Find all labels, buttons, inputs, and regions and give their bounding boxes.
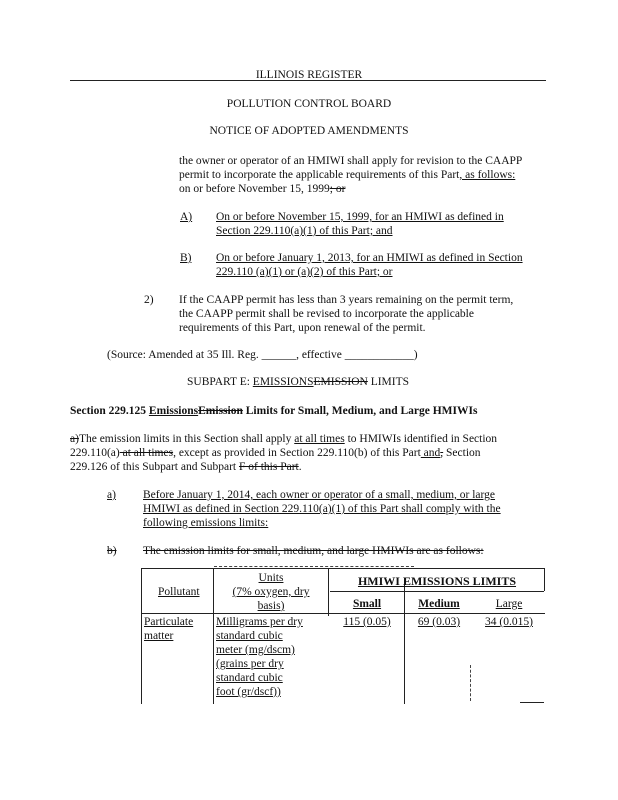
para-line-2 [70, 446, 481, 461]
para-line-2-deletion: at all times [119, 447, 174, 459]
para-line-2-insertion: and [420, 447, 441, 459]
subsection-a-label: a) [107, 489, 116, 501]
notice-title: NOTICE OF ADOPTED AMENDMENTS [209, 125, 409, 137]
para-line-3-text: 229.126 of this Subpart and Subpart [70, 461, 239, 473]
para-line-3-deletion: F of this Part [238, 461, 299, 473]
subpart-prefix: SUBPART E: [187, 376, 253, 388]
register-title [0, 68, 618, 83]
source-note: (Source: Amended at 35 Ill. Reg. ______, effective ____________) [107, 349, 418, 361]
register-title-text: ILLINOIS REGISTER [255, 69, 363, 81]
para-line-1-end: to HMIWIs identified in Section [344, 433, 498, 445]
item-b-line-2: 229.110 (a)(1) or (a)(2) of this Part; or [216, 266, 393, 278]
table-header-pollutant: Pollutant [158, 586, 200, 598]
table-col-divider-2 [328, 568, 329, 616]
item-b-label: B) [180, 252, 192, 264]
section-suffix: Limits for Small, Medium, and Large HMIWIs [242, 405, 478, 417]
subsection-a-line-2: HMIWI as defined in Section 229.110(a)(1) of this Part shall comply with the [143, 503, 501, 515]
para-line-2-end: Section [443, 447, 481, 459]
table-left-border [141, 568, 142, 704]
row-pollutant-1: Particulate [144, 616, 194, 628]
row-units-6: foot (gr/dscf)) [216, 686, 281, 698]
row-small-value: 115 (0.05) [343, 616, 391, 628]
para-line-1-text: The emission limits in this Section shall apply [78, 433, 295, 445]
intro-line-1: the owner or operator of an HMIWI shall apply for revision to the CAAPP [179, 155, 523, 167]
table-header-rule [141, 613, 545, 614]
subpart-heading [187, 375, 409, 390]
table-header-small: Small [352, 598, 382, 610]
row-large-value: 34 (0.015) [485, 616, 533, 628]
board-title: POLLUTION CONTROL BOARD [226, 98, 392, 110]
item-a-line-1: On or before November 15, 1999, for an HMIWI as defined in [216, 211, 504, 223]
item-b-line-1: On or before January 1, 2013, for an HMIWI as defined in Section [216, 252, 523, 264]
table-header-medium: Medium [418, 598, 460, 610]
para-line-3-end: . [298, 461, 302, 473]
section-heading [70, 404, 477, 419]
para-line-2-start: 229.110(a) [70, 447, 120, 459]
table-top-border [141, 568, 545, 569]
para-line-2-text: , except as provided in Section 229.110(b) of this Part [173, 447, 421, 459]
table-bottom-stub [520, 702, 544, 703]
table-header-units-1: Units [258, 572, 284, 584]
intro-line-3 [179, 182, 345, 197]
table-header-units-3: basis) [257, 600, 285, 612]
para-line-3 [70, 460, 302, 475]
item-2-line-1: If the CAAPP permit has less than 3 years remaining on the permit term, [179, 294, 514, 306]
section-deletion: Emission [198, 405, 243, 417]
subsection-b-label: b) [107, 545, 117, 557]
intro-line-2-text: permit to incorporate the applicable requirements of this Part [179, 169, 460, 181]
subsection-a-line-1: Before January 1, 2014, each owner or operator of a small, medium, or large [143, 489, 496, 501]
intro-line-3-text: on or before November 15, 1999 [179, 183, 330, 195]
row-units-5: standard cubic [216, 672, 283, 684]
table-header-limits: HMIWI EMISSIONS LIMITS [357, 574, 517, 588]
subsection-b-line-1: The emission limits for small, medium, and large HMIWIs are as follows: [143, 545, 484, 557]
subsection-a-line-3: following emissions limits: [143, 517, 269, 529]
table-header-units-2: (7% oxygen, dry [232, 586, 310, 598]
table-header-large: Large [495, 598, 523, 610]
table-medium-dash [470, 665, 471, 701]
row-units-1: Milligrams per dry [216, 616, 303, 628]
table-limits-rule [330, 591, 544, 592]
intro-deletion: ; or [329, 183, 346, 195]
item-2-line-2: the CAAPP permit shall be revised to incorporate the applicable [179, 308, 474, 320]
subpart-deletion: EMISSION [313, 376, 368, 388]
table-top-border-dashed [214, 566, 414, 567]
para-line-1-insertion: at all times [294, 433, 345, 445]
para-line-1 [70, 432, 497, 447]
section-prefix: Section 229.125 [70, 405, 149, 417]
section-insertion: Emissions [148, 405, 199, 417]
intro-insertion: , as follows: [459, 169, 516, 181]
subpart-insertion: EMISSIONS [252, 376, 314, 388]
item-2-line-3: requirements of this Part, upon renewal of the permit. [179, 322, 426, 334]
row-medium-value: 69 (0.03) [417, 616, 461, 628]
table-right-border [544, 568, 545, 591]
para-line-2-deletion-2: , [440, 447, 444, 459]
intro-line-2 [179, 168, 515, 183]
row-units-2: standard cubic [216, 630, 283, 642]
para-deleted-label: a) [70, 433, 79, 445]
item-a-line-2: Section 229.110(a)(1) of this Part; and [216, 225, 393, 237]
row-units-4: (grains per dry [216, 658, 284, 670]
item-a-label: A) [180, 211, 193, 223]
item-2-label: 2) [144, 294, 154, 306]
row-units-3: meter (mg/dscm) [216, 644, 295, 656]
row-pollutant-2: matter [144, 630, 174, 642]
subpart-suffix: LIMITS [367, 376, 410, 388]
